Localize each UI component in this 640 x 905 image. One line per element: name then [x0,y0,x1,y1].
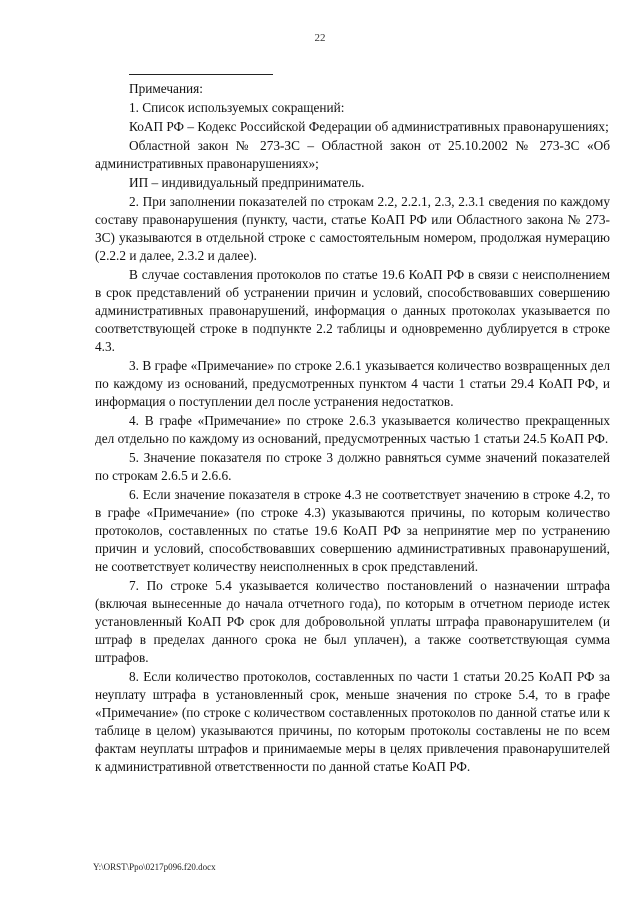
note-6-paragraph: 6. Если значение показателя в строке 4.3 не соответствует значению в строке 4.2, то в графе «Примечание» (по строке 4.3) указываются причины, по которым количество протоколов, составленных по статье 19.6 КоАП РФ за непринятие мер по устранению причин и условий, способствовавших совершению административных правонарушений, не соответствует количеству неисполненных в срок представлений. [95,487,610,574]
notes-heading: Примечания: [129,81,203,96]
abbrev-oblast-law-paragraph: Областной закон № 273-ЗС – Областной закон от 25.10.2002 № 273-ЗС «Об административных правонарушениях»; [95,138,610,171]
note-1-paragraph: 1. Список используемых сокращений: [129,100,345,115]
page-number: 22 [314,32,326,44]
note-4-paragraph: 4. В графе «Примечание» по строке 2.6.3 указывается количество прекращенных дел отдельно по каждому из оснований, предусмотренных частью 1 статьи 24.5 КоАП РФ. [95,413,610,446]
footnote-divider [129,74,273,75]
abbrev-ip-paragraph: ИП – индивидуальный предприниматель. [129,175,365,190]
note-3-paragraph: 3. В графе «Примечание» по строке 2.6.1 указывается количество возвращенных дел по каждому из оснований, предусмотренных пунктом 4 части 1 статьи 29.4 КоАП РФ, и информация о поступлении дел после устранения недостатков. [95,358,610,409]
note-8-paragraph: 8. Если количество протоколов, составленных по части 1 статьи 20.25 КоАП РФ за неуплату штрафа в установленный срок, меньше значения по строке 5.4, то в графе «Примечание» (по строке с количеством составленных протоколов по данной статье или к таблице в целом) указываются причины, по которым протоколы составлены не по всем фактам неуплаты штрафов и принимаемые меры в целях привлечения правонарушителей к административной ответственности по данной статье КоАП РФ. [95,669,610,774]
note-5-paragraph: 5. Значение показателя по строке 3 должно равняться сумме значений показателей по строкам 2.6.5 и 2.6.6. [95,450,610,483]
footer-file-path: Y:\ORST\Ppo\0217p096.f20.docx [93,862,216,872]
abbrev-koap-paragraph: КоАП РФ – Кодекс Российской Федерации об административных правонарушениях; [129,119,609,134]
note-2-paragraph: 2. При заполнении показателей по строкам 2.2, 2.2.1, 2.3, 2.3.1 сведения по каждому составу правонарушения (пункту, части, статье КоАП РФ или Областного закона № 273-ЗС) указываются в отдельной строке с самостоятельным номером, продолжая нумерацию (2.2.2 и далее, 2.3.2 и далее). [95,194,610,263]
note-7-paragraph: 7. По строке 5.4 указывается количество постановлений о назначении штрафа (включая вынесенные до начала отчетного года), по которым в отчетном периоде истек установленный КоАП РФ срок для добровольной уплаты штрафа правонарушителем (и штраф в пределах данного срока не был уплачен), а также соответствующая сумма штрафов. [95,578,610,665]
note-2-continuation-paragraph: В случае составления протоколов по статье 19.6 КоАП РФ в связи с неисполнением в срок представлений об устранении причин и условий, способствовавших совершению административных правонарушений, информация о данных протоколах указывается по соответствующей строке в подпункте 2.2 таблицы и одновременно дублируется в строке 4.3. [95,267,610,354]
notes-section [95,80,610,777]
